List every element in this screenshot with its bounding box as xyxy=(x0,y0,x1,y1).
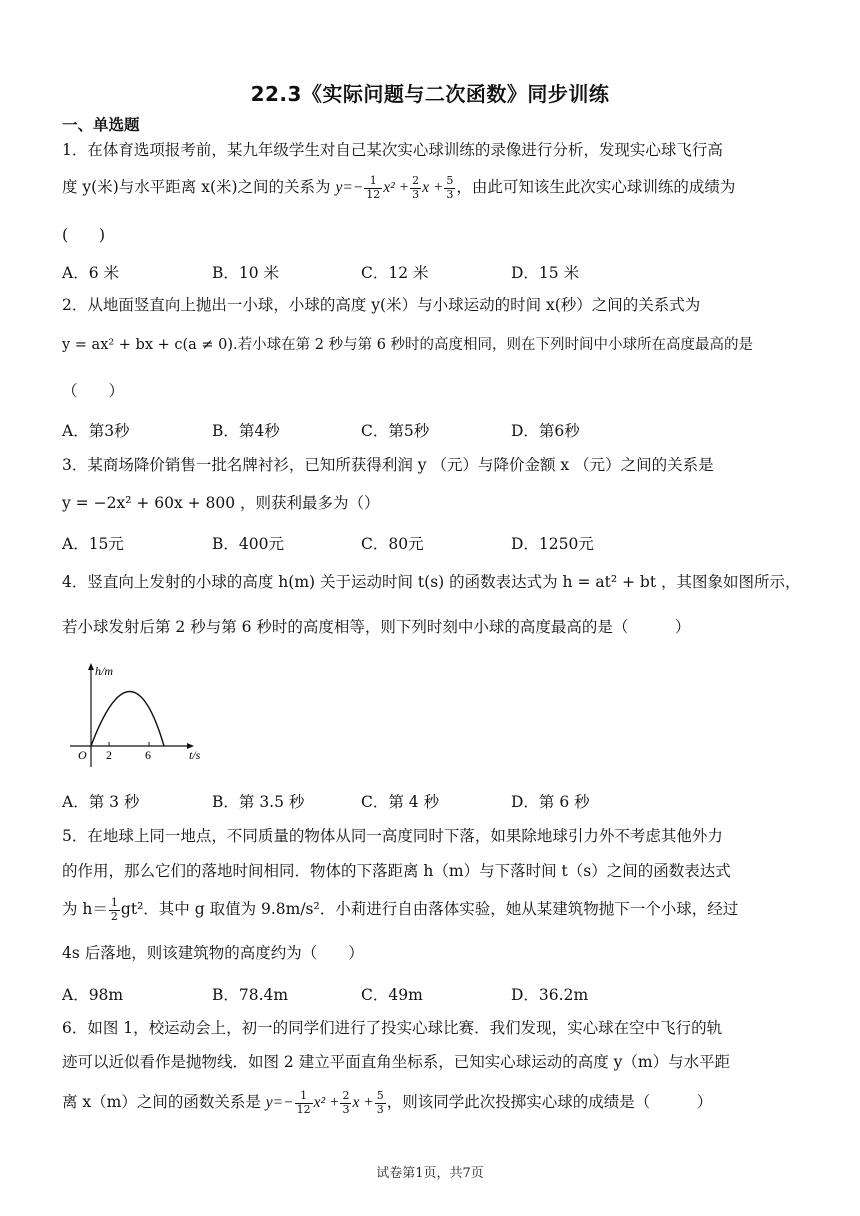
q6-line3-a: 离 x（m）之间的函数关系是 xyxy=(62,1093,266,1112)
q6-line3-b: ，则该同学此次投掷实心球的成绩是（ ） xyxy=(386,1093,713,1112)
q1-formula-t2: x + xyxy=(422,179,444,197)
q1-formula-y: y=− xyxy=(335,179,364,197)
q6-line2: 迹可以近似看作是抛物线．如图 2 建立平面直角坐标系，已知实心球运动的高度 y（m）与水平距 xyxy=(62,1053,731,1071)
q6-frac-5-3: $\frac{5}{3}$ xyxy=(376,1089,384,1116)
q3-option-b[interactable]: B．400元 xyxy=(212,535,284,553)
q3-option-d[interactable]: D．1250元 xyxy=(511,535,594,553)
q1-option-b[interactable]: B．10 米 xyxy=(212,264,280,282)
q5-frac-1-2: $\frac{1}{2}$ xyxy=(110,896,118,923)
q1-option-d[interactable]: D．15 米 xyxy=(511,264,580,282)
q4-option-d[interactable]: D．第 6 秒 xyxy=(511,793,590,811)
q6-formula-y: y=− xyxy=(265,1094,294,1112)
q1-option-a[interactable]: A．6 米 xyxy=(62,264,119,282)
q1-line1: 1．在体育选项报考前，某九年级学生对自己某次实心球训练的录像进行分析，发现实心球飞行高 xyxy=(62,141,723,159)
q2-line2: y = ax² + bx + c(a ≠ 0).若小球在第 2 秒与第 6 秒时的高度相同，则在下列时间中小球所在高度最高的是 xyxy=(62,337,754,353)
q6-formula-t1: x² + xyxy=(313,1094,340,1112)
q6-frac-2-3: $\frac{2}{3}$ xyxy=(342,1089,350,1116)
page-title: 22.3《实际问题与二次函数》同步训练 xyxy=(250,82,610,106)
q4-graph-tick-label-6: 6 xyxy=(145,748,151,762)
q2-paren: （ ） xyxy=(62,382,125,400)
q3-option-a[interactable]: A．15元 xyxy=(62,535,124,553)
q5-line3 xyxy=(62,897,802,923)
q5-option-a[interactable]: A．98m xyxy=(62,986,124,1004)
q2-line1: 2．从地面竖直向上抛出一小球，小球的高度 y(米）与小球运动的时间 x(秒）之间的关系式为 xyxy=(62,296,701,314)
q5-option-b[interactable]: B．78.4m xyxy=(212,986,289,1004)
q2-option-a[interactable]: A．第3秒 xyxy=(62,422,130,440)
q4-graph-parabola xyxy=(91,692,164,747)
q5-option-d[interactable]: D．36.2m xyxy=(511,986,589,1004)
q4-option-c[interactable]: C．第 4 秒 xyxy=(361,793,440,811)
q4-option-b[interactable]: B．第 3.5 秒 xyxy=(212,793,305,811)
q5-line3-b: gt²．其中 g 取值为 9.8m/s²．小莉进行自由落体实验，她从某建筑物抛下一个小球，经过 xyxy=(120,900,739,919)
q2-option-b[interactable]: B．第4秒 xyxy=(212,422,280,440)
q4-graph-y-arrow xyxy=(88,663,94,670)
q5-line3-a: 为 h＝ xyxy=(62,900,108,919)
q1-paren: ( ) xyxy=(62,226,106,244)
q1-frac-5-3: $\frac{5}{3}$ xyxy=(446,174,454,201)
q6-frac-1-12: $\frac{1}{12}$ xyxy=(296,1089,311,1116)
q5-option-c[interactable]: C．49m xyxy=(361,986,423,1004)
q4-graph-xlabel: t/s xyxy=(189,748,201,762)
q1-frac-1-12: $\frac{1}{12}$ xyxy=(366,174,381,201)
q3-line2: y = −2x² + 60x + 800 ，则获利最多为（） xyxy=(62,494,380,512)
q6-formula-t2: x + xyxy=(352,1094,374,1112)
q1-option-c[interactable]: C．12 米 xyxy=(361,264,429,282)
q4-graph-origin: O xyxy=(78,748,87,762)
q4-graph xyxy=(66,655,216,773)
q2-option-d[interactable]: D．第6秒 xyxy=(511,422,580,440)
q4-option-a[interactable]: A．第 3 秒 xyxy=(62,793,140,811)
q1-formula-t1: x² + xyxy=(383,179,410,197)
q5-line2: 的作用，那么它们的落地时间相同．物体的下落距离 h（m）与下落时间 t（s）之间的函数表达式 xyxy=(62,862,731,880)
q2-option-c[interactable]: C．第5秒 xyxy=(361,422,430,440)
q4-graph-ylabel: h/m xyxy=(95,664,113,678)
q1-frac-2-3: $\frac{2}{3}$ xyxy=(412,174,420,201)
page-footer: 试卷第1页，共7页 xyxy=(376,1166,484,1181)
q3-line1: 3．某商场降价销售一批名牌衬衫，已知所获得利润 y （元）与降价金额 x （元）之间的关系是 xyxy=(62,456,714,474)
q4-line2: 若小球发射后第 2 秒与第 6 秒时的高度相等，则下列时刻中小球的高度最高的是（ ） xyxy=(62,618,691,636)
section-heading: 一、单选题 xyxy=(62,116,140,134)
q1-line2-b: ，由此可知该生此次实心球训练的成绩为 xyxy=(456,178,736,197)
q6-line1: 6．如图 1，校运动会上，初一的同学们进行了投实心球比赛．我们发现，实心球在空中飞行的轨 xyxy=(62,1019,723,1037)
q1-line2 xyxy=(62,175,802,201)
q4-line1: 4．竖直向上发射的小球的高度 h(m) 关于运动时间 t(s) 的函数表达式为 h = at² + bt ，其图象如图所示， xyxy=(62,573,801,591)
q6-line3 xyxy=(62,1090,802,1116)
q1-line2-a: 度 y(米)与水平距离 x(米)之间的关系为 xyxy=(62,178,336,197)
q3-option-c[interactable]: C．80元 xyxy=(361,535,424,553)
q4-graph-tick-label-2: 2 xyxy=(106,748,112,762)
q5-line1: 5．在地球上同一地点，不同质量的物体从同一高度同时下落，如果除地球引力外不考虑其他外力 xyxy=(62,827,723,845)
q5-line4: 4s 后落地，则该建筑物的高度约为（ ） xyxy=(62,944,364,962)
